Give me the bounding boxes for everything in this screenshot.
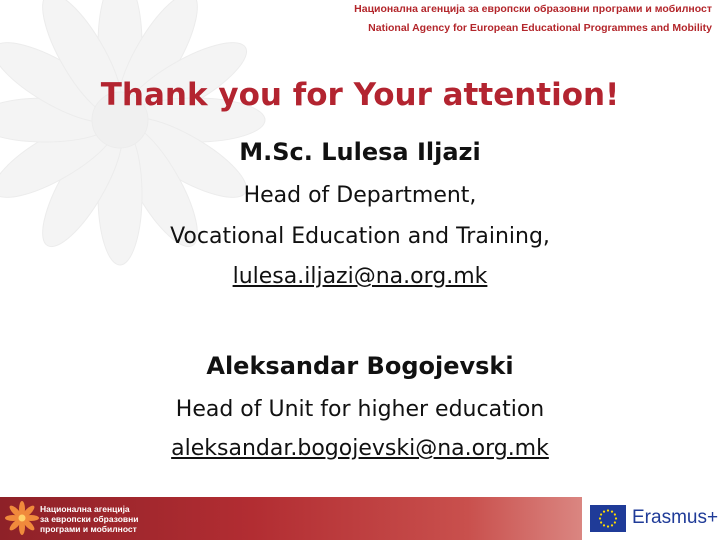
footer-bar: [0, 497, 720, 540]
eu-flag-icon: [590, 505, 626, 532]
erasmus-plus-label: Erasmus+: [632, 507, 719, 528]
header-agency-name: [354, 0, 712, 38]
person1-email-link[interactable]: lulesa.iljazi@na.org.mk: [232, 264, 488, 289]
footer-agency-line3: програми и мобилност: [40, 524, 137, 534]
person1-name: M.Sc. Lulesa Iljazi: [239, 138, 481, 166]
agency-name-macedonian: Национална агенција за европски образовни програми и мобилност: [354, 3, 712, 15]
slide-title: Thank you for Your attention!: [100, 77, 620, 113]
person1-role-line2: Vocational Education and Training,: [170, 224, 550, 249]
footer-agency-line2: за европски образовни: [40, 514, 139, 524]
person2-email-link[interactable]: aleksandar.bogojevski@na.org.mk: [171, 436, 549, 461]
person2-role: Head of Unit for higher education: [175, 397, 545, 422]
person1-role-line1: Head of Department,: [243, 183, 477, 208]
erasmus-logo: [582, 497, 720, 540]
agency-name-english: National Agency for European Educational Programmes and Mobility: [368, 22, 712, 34]
agency-flower-logo-icon: [4, 500, 40, 536]
footer-agency-line1: Национална агенција: [40, 504, 130, 514]
person2-name: Aleksandar Bogojevski: [206, 352, 514, 380]
footer-agency-name: [40, 504, 139, 534]
